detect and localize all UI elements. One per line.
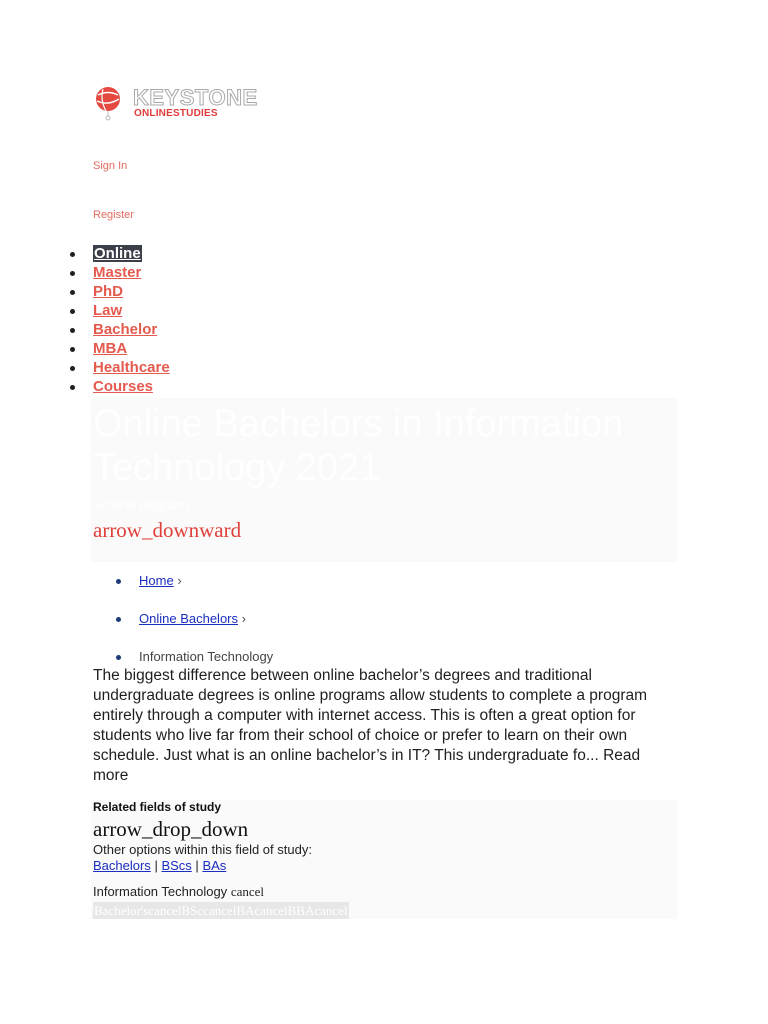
related-link-bas[interactable]: BAs [202, 858, 227, 873]
nav-link-online[interactable]: Online [94, 245, 141, 262]
related-fields-title: Related fields of study [93, 800, 222, 814]
breadcrumb-separator: › [241, 611, 246, 626]
related-link-bscs[interactable]: BScs [161, 858, 192, 873]
breadcrumb-bachelors-link[interactable]: Online Bachelors [139, 611, 238, 626]
nav-item-courses [70, 377, 170, 396]
related-fields-panel [91, 800, 677, 919]
selected-field-label: Information Technology [93, 884, 228, 899]
page-title: Online Bachelors in Information Technology 2021 [93, 403, 624, 489]
scroll-to-programs-link[interactable]: Scroll to programs [93, 498, 191, 512]
nav-item-healthcare [70, 358, 170, 377]
globe-logo-icon [93, 86, 127, 124]
intro-paragraph [93, 666, 673, 786]
cancel-icon[interactable]: cancel [230, 884, 265, 899]
brand-name: KEYSTONE [133, 85, 258, 110]
degree-filter-chips[interactable]: Bachelor'scancelBSccancelBAcancelBBAcancel [94, 903, 348, 918]
hero-banner [91, 398, 677, 562]
related-link-bachelors[interactable]: Bachelors [93, 858, 151, 873]
breadcrumb-item-home [114, 572, 273, 610]
nav-link-mba[interactable]: MBA [93, 340, 128, 357]
nav-link-law[interactable]: Law [93, 302, 123, 319]
intro-text: The biggest difference between online bachelor’s degrees and traditional undergraduate degrees is online programs allow students to complete a program entirely through a computer with internet access. This is often a great option for students who live far from their school of choice or prefer to learn on their own schedule. Just what is an online bachelor’s in IT? This undergraduate fo... [93, 667, 648, 764]
breadcrumb-item-bachelors [114, 610, 273, 648]
read-more-link[interactable]: Read more [93, 747, 641, 784]
nav-link-phd[interactable]: PhD [93, 283, 123, 300]
nav-item-master [70, 263, 170, 282]
selected-field-tag [93, 884, 264, 900]
main-nav [70, 244, 170, 396]
brand-tagline: ONLINESTUDIES [134, 108, 218, 119]
register-link[interactable]: Register [93, 209, 134, 221]
arrow-drop-down-icon[interactable]: arrow_drop_down [93, 817, 249, 841]
nav-item-bachelor [70, 320, 170, 339]
nav-item-phd [70, 282, 170, 301]
breadcrumb-separator: › [177, 573, 182, 588]
sign-in-link[interactable]: Sign In [93, 160, 128, 172]
link-divider: | [195, 858, 199, 873]
nav-item-mba [70, 339, 170, 358]
breadcrumb-current: Information Technology [139, 649, 274, 664]
nav-link-healthcare[interactable]: Healthcare [93, 359, 170, 376]
arrow-downward-icon[interactable]: arrow_downward [93, 518, 242, 542]
nav-item-law [70, 301, 170, 320]
nav-item-online [70, 244, 170, 263]
keystone-logo[interactable] [93, 85, 258, 126]
related-fields-links [93, 858, 226, 873]
nav-link-bachelor[interactable]: Bachelor [93, 321, 158, 338]
nav-link-courses[interactable]: Courses [93, 378, 154, 395]
related-fields-note: Other options within this field of study: [93, 842, 312, 857]
nav-link-master[interactable]: Master [93, 264, 142, 281]
breadcrumb-home-link[interactable]: Home [139, 573, 174, 588]
link-divider: | [154, 858, 158, 873]
